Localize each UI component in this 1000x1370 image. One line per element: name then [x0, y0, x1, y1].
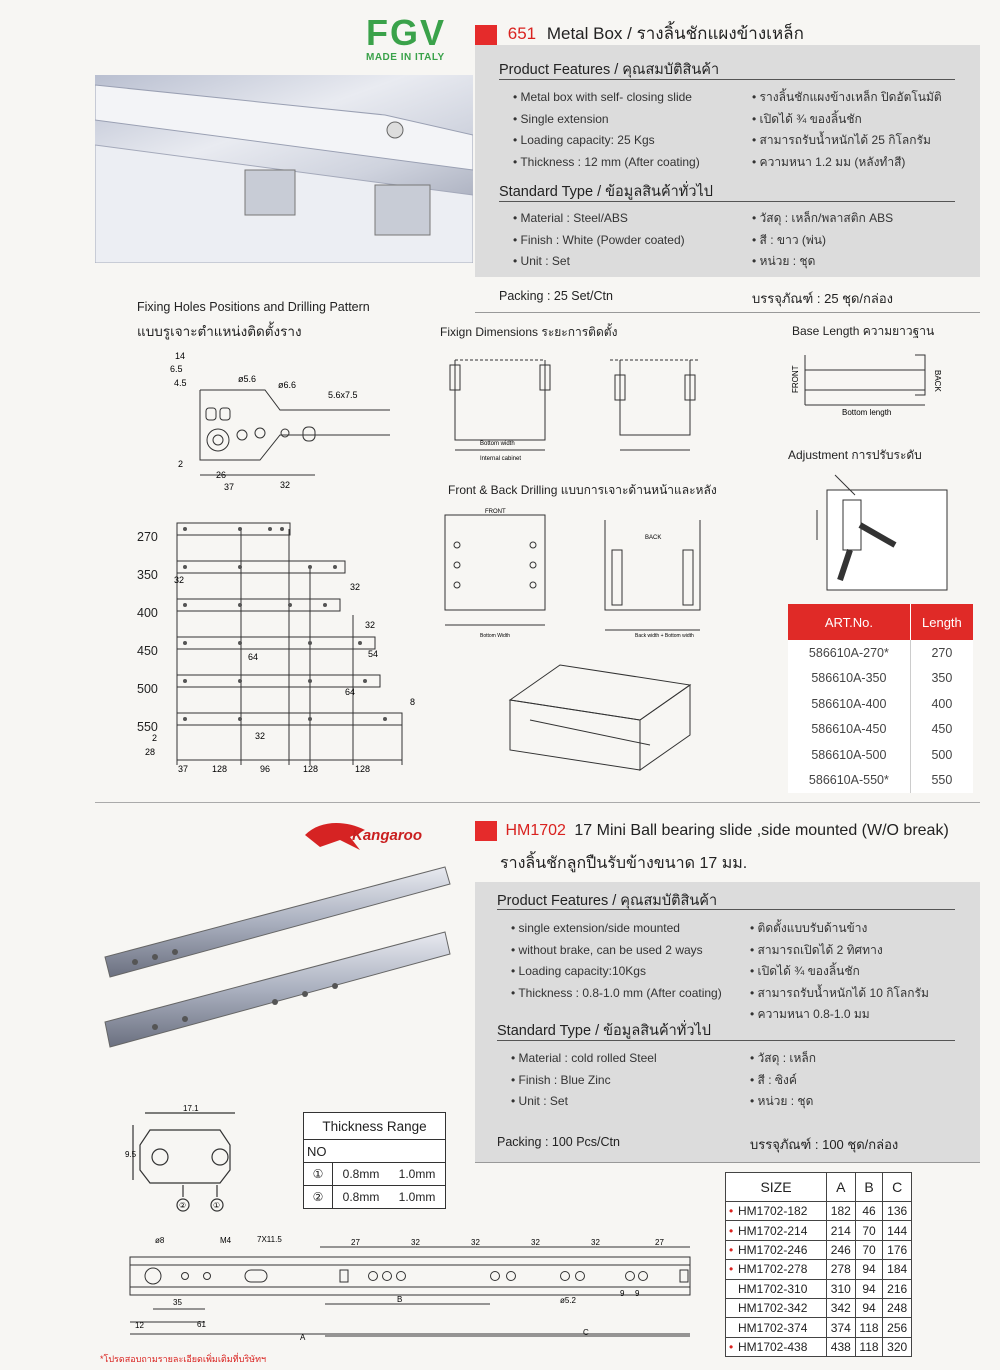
size-value: 216 [883, 1279, 912, 1298]
feature-item: • ความหนา 0.8-1.0 มม [750, 1004, 929, 1026]
dim-label: 35 [173, 1298, 182, 1307]
a-header: A [827, 1173, 856, 1202]
feature-item: • เปิดได้ ¾ ของลิ้นชัก [752, 109, 942, 131]
thickness-value: 1.0mm [389, 1163, 446, 1186]
size-model-label: HM1702-278 [738, 1262, 808, 1277]
dim-label: 9.5 [125, 1150, 137, 1159]
feature-item: • เปิดได้ ¾ ของลิ้นชัก [750, 961, 929, 983]
dim-label: 17.1 [183, 1105, 199, 1113]
dim-label: 32 [365, 620, 376, 630]
art-row [788, 717, 973, 743]
model-number: 651 [507, 24, 537, 43]
thickness-number: ① [304, 1163, 333, 1186]
dim-label: 32 [471, 1238, 480, 1247]
kangaroo-logo [300, 815, 460, 860]
art-number: 586610A-450 [788, 717, 910, 743]
art-number: 586610A-550* [788, 768, 910, 794]
size-row [726, 1337, 912, 1356]
size-table [725, 1172, 912, 1357]
size-row [726, 1202, 912, 1221]
slide-profile-drawing [125, 1105, 245, 1215]
front-back-drilling-title: Front & Back Drilling แบบการเจาะด้านหน้าและหลัง [448, 483, 717, 497]
size-model-label: HM1702-310 [738, 1281, 808, 1296]
standard-item: • Finish : Blue Zinc [511, 1070, 657, 1092]
standard-item: • วัสดุ : เหล็ก/พลาสติก ABS [752, 208, 893, 230]
standard-item: • หน่วย : ชุด [750, 1091, 816, 1113]
red-square-icon [475, 25, 497, 45]
size-model [726, 1240, 827, 1259]
standard-item: • วัสดุ : เหล็ก [750, 1048, 816, 1070]
size-value: 374 [827, 1318, 856, 1337]
highlight-dot-icon: • [729, 1204, 734, 1219]
thickness-value: 1.0mm [389, 1186, 446, 1209]
standard-list-en [513, 208, 685, 273]
size-value: 320 [883, 1337, 912, 1356]
dim-label: 2 [152, 733, 158, 743]
product-heading-651 [475, 20, 804, 47]
dim-label: 128 [355, 764, 371, 774]
packing-en: Packing : 100 Pcs/Ctn [497, 1135, 620, 1149]
feature-item: • without brake, can be used 2 ways [511, 940, 722, 962]
size-value: 184 [883, 1260, 912, 1279]
fixing-title-th: แบบรูเจาะตำแหน่งติดตั้งราง [137, 324, 302, 339]
art-length: 550 [931, 773, 953, 788]
drawing-label: Bottom Width [480, 633, 511, 639]
feature-item: • Metal box with self- closing slide [513, 87, 700, 109]
footnote: *โปรดสอบถามรายละเอียดเพิ่มเติมที่บริษัทฯ [100, 1354, 267, 1364]
size-model-label: HM1702-182 [738, 1204, 808, 1219]
size-model-label: HM1702-214 [738, 1223, 808, 1238]
dim-label: ø5.6 [238, 374, 257, 384]
size-value: 118 [855, 1318, 883, 1337]
size-model [726, 1298, 827, 1317]
art-number: 586610A-270* [788, 640, 910, 666]
fgv-logo [366, 14, 456, 63]
thickness-no: NO [304, 1140, 446, 1163]
standard-item: • Material : Steel/ABS [513, 208, 685, 230]
drawing-label: Bottom length [842, 408, 892, 417]
dim-label: 64 [248, 652, 259, 662]
product-title: 17 Mini Ball bearing slide ,side mounted (W/O break) [574, 822, 949, 840]
drawing-label: BACK [645, 535, 662, 541]
dim-label: 26 [216, 470, 227, 480]
product-title: Metal Box / รางลิ้นชักแผงข้างเหล็ก [546, 24, 804, 43]
features-list-en [511, 918, 722, 1004]
dim-label: 2 [178, 459, 184, 469]
packing-th: บรรจุภัณฑ์ : 100 ชุด/กล่อง [750, 1137, 899, 1152]
fgv-logo-text: FGV [366, 12, 447, 53]
dim-label: 61 [197, 1320, 206, 1329]
rail-length: 400 [137, 606, 158, 620]
kangaroo-text: Kangaroo [352, 827, 423, 844]
size-model [726, 1279, 827, 1298]
dim-label: ø5.2 [560, 1296, 577, 1305]
c-header: C [883, 1173, 912, 1202]
art-number: 586610A-500 [788, 742, 910, 768]
size-model [726, 1221, 827, 1240]
feature-item: • Loading capacity: 25 Kgs [513, 130, 700, 152]
thickness-title: Thickness Range [304, 1113, 446, 1140]
dim-label: 8 [410, 697, 416, 707]
size-value: 70 [855, 1240, 883, 1259]
drawing-label: Back width + Bottom width [635, 633, 694, 639]
length-header: Length [922, 614, 962, 630]
b-header: B [855, 1173, 883, 1202]
art-row [788, 691, 973, 717]
dim-label: 27 [351, 1238, 360, 1247]
features-list-th [752, 87, 942, 173]
model-number: HM1702 [505, 822, 566, 840]
dim-label: 128 [303, 764, 319, 774]
product-title-th: รางลิ้นชักลูกปืนรับข้างขนาด 17 มม. [500, 855, 748, 872]
highlight-dot-icon: • [729, 1262, 734, 1277]
dim-label: 64 [345, 687, 356, 697]
dim-label: 37 [178, 764, 189, 774]
size-value: 46 [855, 1202, 883, 1221]
size-value: 118 [855, 1337, 883, 1356]
art-row [788, 640, 973, 666]
standard-item: • Unit : Set [513, 251, 685, 273]
dim-label: 14 [175, 351, 186, 361]
feature-item: • ความหนา 1.2 มม (หลังทำสี) [752, 152, 942, 174]
size-value: 94 [855, 1279, 883, 1298]
dim-label: A [300, 1333, 306, 1342]
size-row [726, 1279, 912, 1298]
art-header: ART.No. [788, 604, 910, 640]
size-model [726, 1337, 827, 1356]
dim-label: M4 [220, 1236, 232, 1245]
rail-length: 550 [137, 720, 158, 734]
standard-item: • Finish : White (Powder coated) [513, 230, 685, 252]
rail-length: 450 [137, 644, 158, 658]
rail-length: 500 [137, 682, 158, 696]
packing-th: บรรจุภัณฑ์ : 25 ชุด/กล่อง [752, 291, 894, 306]
feature-item: • Loading capacity:10Kgs [511, 961, 722, 983]
feature-item: • Single extension [513, 109, 700, 131]
size-header: SIZE [726, 1173, 827, 1202]
section-divider [95, 802, 980, 803]
rail-length: 270 [137, 530, 158, 544]
dim-label: 32 [411, 1238, 420, 1247]
dim-label: 37 [224, 482, 235, 492]
metal-box-illustration [95, 75, 473, 263]
dim-label: ② [179, 1201, 187, 1210]
red-square-icon [475, 821, 497, 841]
size-value: 176 [883, 1240, 912, 1259]
adjustment-title: Adjustment การปรับระดับ [788, 448, 922, 462]
art-row [788, 666, 973, 692]
thickness-row [304, 1186, 446, 1209]
standard-item: • สี : ขาว (พ่น) [752, 230, 893, 252]
size-value: 248 [883, 1298, 912, 1317]
art-table [788, 604, 973, 793]
fixign-dimensions-drawing [440, 345, 720, 470]
divider [497, 1040, 955, 1041]
dim-label: 32 [255, 731, 266, 741]
features-list-en [513, 87, 700, 173]
feature-item: • สามารถรับน้ำหนักได้ 25 กิโลกรัม [752, 130, 942, 152]
dim-label: ø8 [155, 1236, 165, 1245]
size-row [726, 1298, 912, 1317]
fixign-dimensions-title: Fixign Dimensions ระยะการติดตั้ง [440, 325, 618, 339]
size-value: 256 [883, 1318, 912, 1337]
size-value: 214 [827, 1221, 856, 1240]
art-length: 270 [931, 645, 953, 660]
adjustment-drawing [805, 465, 955, 595]
thickness-number: ② [304, 1186, 333, 1209]
size-row [726, 1240, 912, 1259]
standard-item: • Unit : Set [511, 1091, 657, 1113]
size-model [726, 1202, 827, 1221]
art-length: 450 [931, 722, 953, 737]
features-list-th [750, 918, 929, 1026]
size-value: 182 [827, 1202, 856, 1221]
metal-box-photo [95, 75, 473, 263]
feature-item: • Thickness : 12 mm (After coating) [513, 152, 700, 174]
art-number: 586610A-350 [788, 666, 910, 692]
size-value: 342 [827, 1298, 856, 1317]
rail-length: 350 [137, 568, 158, 582]
base-length-title: Base Length ความยาวฐาน [792, 324, 935, 338]
size-model-label: HM1702-342 [738, 1301, 808, 1316]
divider [499, 201, 955, 202]
size-model [726, 1260, 827, 1279]
drawer-3d-drawing [500, 660, 700, 780]
size-model-label: HM1702-438 [738, 1339, 808, 1354]
dim-label: ø6.6 [278, 380, 297, 390]
feature-item: • ติดตั้งแบบรับด้านข้าง [750, 918, 929, 940]
size-value: 278 [827, 1260, 856, 1279]
highlight-dot-icon: • [729, 1242, 734, 1257]
art-number: 586610A-400 [788, 691, 910, 717]
dim-label: 32 [174, 575, 185, 585]
dim-label: 32 [591, 1238, 600, 1247]
standard-item: • หน่วย : ชุด [752, 251, 893, 273]
standard-list-th [750, 1048, 816, 1113]
dim-label: 96 [260, 764, 271, 774]
divider [497, 909, 955, 910]
dim-label: 28 [145, 747, 156, 757]
dim-label: 32 [350, 582, 361, 592]
standard-list-en [511, 1048, 657, 1113]
divider [499, 79, 955, 80]
feature-item: • Thickness : 0.8-1.0 mm (After coating) [511, 983, 722, 1005]
art-row [788, 768, 973, 794]
dim-label: B [397, 1295, 403, 1304]
dim-label: 5.6x7.5 [328, 390, 358, 400]
fixing-title-en: Fixing Holes Positions and Drilling Pattern [137, 300, 370, 314]
dim-label: 9 [635, 1289, 640, 1298]
drawing-label: BACK [933, 370, 942, 392]
size-model-label: HM1702-374 [738, 1320, 808, 1335]
thickness-value: 0.8mm [333, 1186, 390, 1209]
dim-label: 9 [620, 1289, 625, 1298]
size-model-label: HM1702-246 [738, 1242, 808, 1257]
thickness-row [304, 1163, 446, 1186]
art-row [788, 742, 973, 768]
thickness-value: 0.8mm [333, 1163, 390, 1186]
dim-label: 7X11.5 [257, 1235, 282, 1244]
drawing-label: FRONT [791, 365, 800, 393]
size-value: 438 [827, 1337, 856, 1356]
standard-title: Standard Type / ข้อมูลสินค้าทั่วไป [499, 184, 714, 200]
size-value: 70 [855, 1221, 883, 1240]
size-value: 94 [855, 1298, 883, 1317]
drawing-label: FRONT [485, 509, 506, 515]
dim-label: 6.5 [170, 364, 183, 374]
art-length: 400 [931, 696, 953, 711]
standard-list-th [752, 208, 893, 273]
dim-label: 54 [368, 649, 379, 659]
front-back-drilling-drawing [440, 505, 740, 655]
features-title: Product Features / คุณสมบัติสินค้า [499, 62, 720, 78]
feature-item: • สามารถรับน้ำหนักได้ 10 กิโลกรัม [750, 983, 929, 1005]
feature-item: • single extension/side mounted [511, 918, 722, 940]
made-in-italy: MADE IN ITALY [366, 52, 445, 63]
feature-item: • สามารถเปิดได้ 2 ทิศทาง [750, 940, 929, 962]
standard-item: • Material : cold rolled Steel [511, 1048, 657, 1070]
drawing-label: Bottom width [480, 441, 515, 447]
product-heading-hm1702 [475, 821, 949, 841]
highlight-dot-icon: • [729, 1223, 734, 1238]
thickness-table [303, 1112, 446, 1209]
size-value: 144 [883, 1221, 912, 1240]
dim-label: C [583, 1328, 589, 1337]
art-length: 350 [931, 671, 953, 686]
rail-drawings [140, 515, 420, 777]
features-title: Product Features / คุณสมบัติสินค้า [497, 893, 718, 909]
standard-title: Standard Type / ข้อมูลสินค้าทั่วไป [497, 1023, 712, 1039]
ball-bearing-slide-photo [95, 862, 460, 1062]
size-row [726, 1221, 912, 1240]
size-value: 136 [883, 1202, 912, 1221]
art-length: 500 [931, 747, 953, 762]
size-value: 94 [855, 1260, 883, 1279]
dim-label: 4.5 [174, 378, 187, 388]
size-value: 310 [827, 1279, 856, 1298]
base-length-drawing [785, 345, 950, 425]
dim-label: 12 [135, 1321, 144, 1330]
size-model [726, 1318, 827, 1337]
drawing-label: Internal cabinet [480, 456, 522, 462]
divider [475, 312, 980, 313]
feature-item: • รางลิ้นชักแผงข้างเหล็ก ปิดอัตโนมัติ [752, 87, 942, 109]
size-row [726, 1260, 912, 1279]
size-row [726, 1318, 912, 1337]
packing-en: Packing : 25 Set/Ctn [499, 289, 613, 303]
highlight-dot-icon: • [729, 1339, 734, 1354]
dim-label: 128 [212, 764, 228, 774]
fixing-hole-drawing [160, 350, 400, 495]
size-value: 246 [827, 1240, 856, 1259]
dim-label: 27 [655, 1238, 664, 1247]
dim-label: 32 [280, 480, 291, 490]
dim-label: ① [213, 1201, 221, 1210]
divider [475, 1162, 980, 1163]
slide-side-drawing [125, 1232, 705, 1344]
standard-item: • สี : ซิงค์ [750, 1070, 816, 1092]
dim-label: 32 [531, 1238, 540, 1247]
